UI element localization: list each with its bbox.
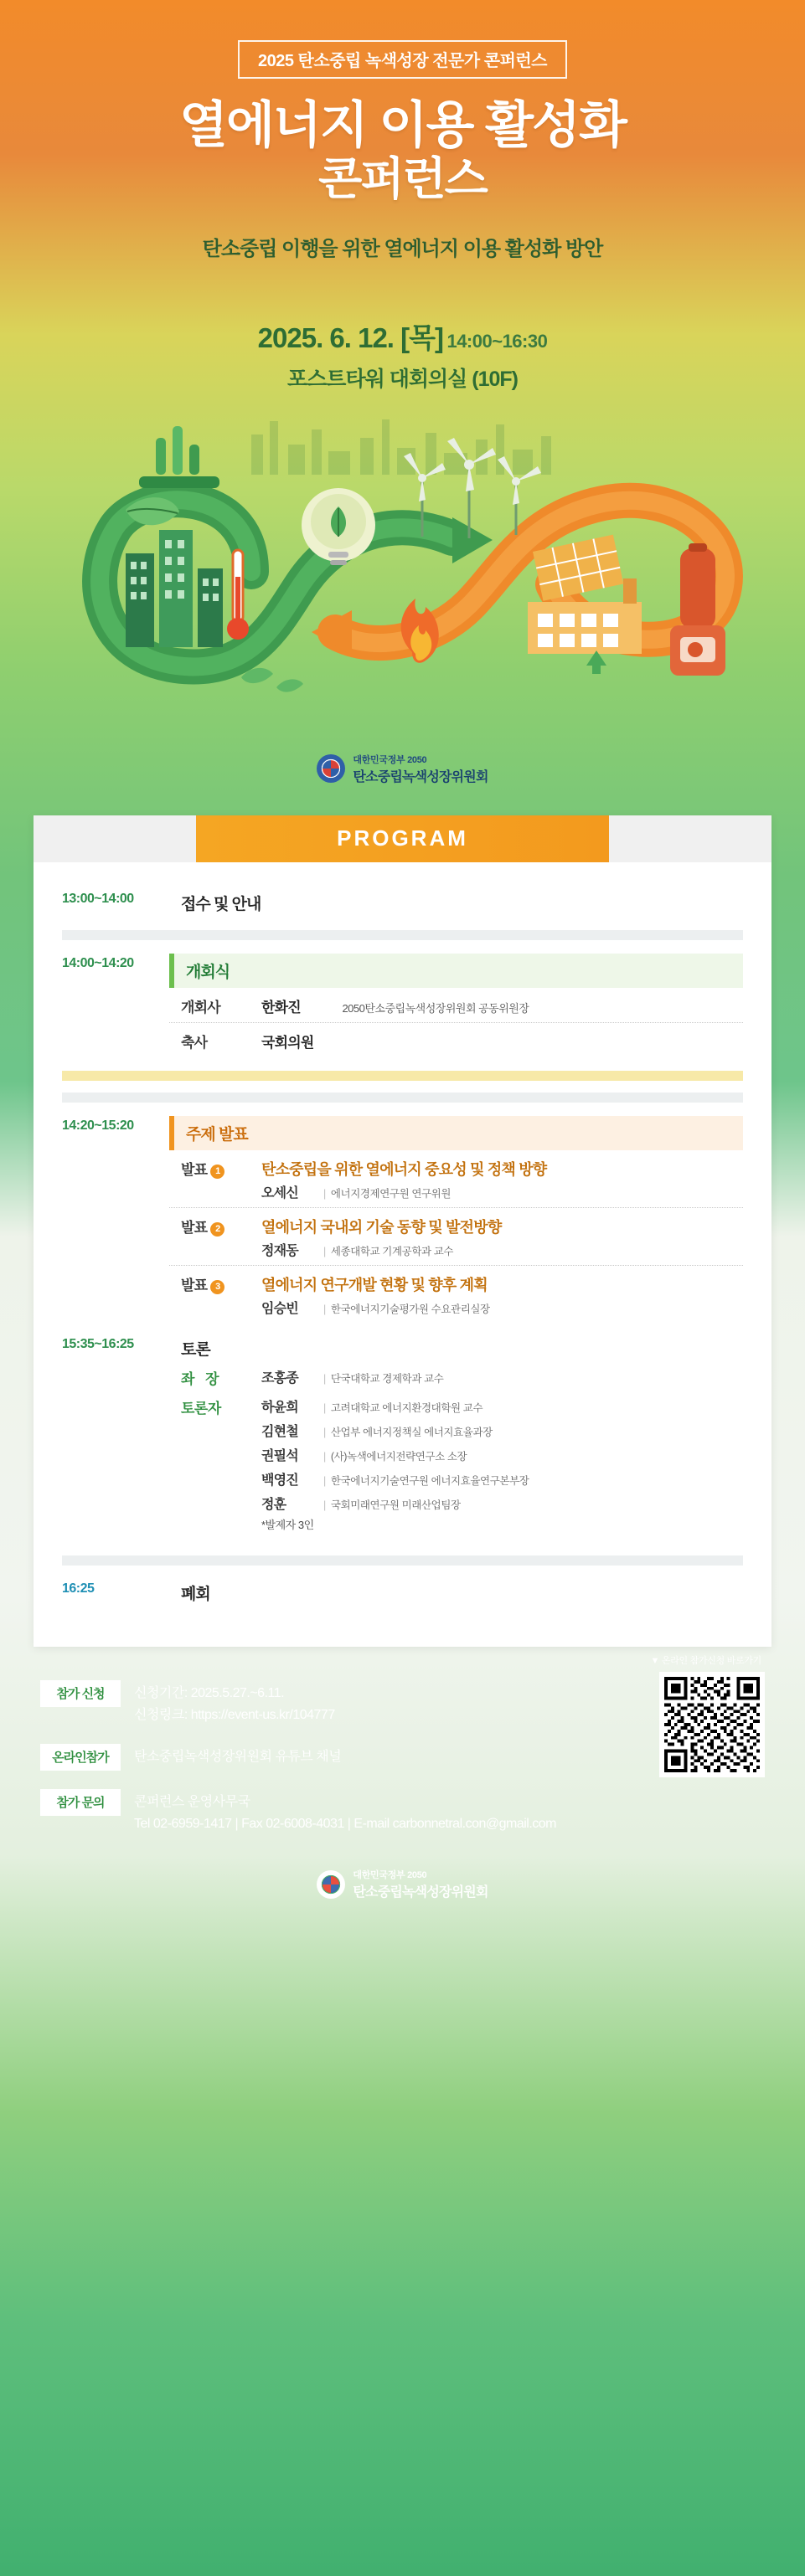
panelist-affiliation xyxy=(323,1448,467,1463)
program-item-topic: 탄소중립을 위한 열에너지 중요성 및 정책 방향 xyxy=(261,1160,547,1178)
divider-bar xyxy=(62,1555,743,1566)
affiliation-text: 에너지경제연구원 연구위원 xyxy=(330,1187,452,1200)
footer-emblem-text xyxy=(353,1868,488,1900)
event-datetime xyxy=(0,316,805,356)
program-row xyxy=(62,1114,743,1324)
program-section-title: 토론 xyxy=(181,1340,210,1359)
program-section-title: 주제 발표 xyxy=(169,1116,743,1150)
event-time: 14:00~16:30 xyxy=(446,330,548,352)
page-title: 열에너지 이용 활성화 xyxy=(179,97,626,153)
footer-row xyxy=(40,1680,618,1725)
program-item-label xyxy=(181,1273,261,1317)
panelist-name: 권필석 xyxy=(261,1448,298,1463)
program-row xyxy=(62,952,743,1059)
program-row-content xyxy=(169,954,743,1057)
panelists-list xyxy=(261,1396,743,1532)
footer-tag: 참가 문의 xyxy=(40,1789,121,1816)
footer-row xyxy=(40,1744,618,1771)
qr-note: ▼ 온라인 참가신청 바로가기 xyxy=(650,1655,761,1666)
page-subtitle: 콘퍼런스 xyxy=(318,154,487,205)
panelist-name: 백영진 xyxy=(261,1473,298,1488)
program-banner xyxy=(34,815,771,862)
program-item-speaker: 임승빈 xyxy=(261,1301,298,1316)
program-row-time: 13:00~14:00 xyxy=(62,891,134,906)
program-item-label xyxy=(181,1158,261,1201)
panelist-affiliation xyxy=(323,1400,482,1415)
footer-text xyxy=(134,1789,556,1834)
program-item xyxy=(169,1266,743,1323)
government-emblem xyxy=(0,753,805,785)
panel-chair-name: 조홍종 xyxy=(261,1370,298,1386)
panelist-item xyxy=(261,1469,743,1489)
program-item-speaker: 오세신 xyxy=(261,1185,298,1201)
illustration-svg xyxy=(0,404,805,748)
program-item-speaker-line xyxy=(261,1298,743,1317)
plant-icons xyxy=(241,668,303,692)
divider-bar xyxy=(62,930,743,940)
program-row-title: 폐회 xyxy=(181,1585,210,1603)
separator-bar: | xyxy=(323,1474,326,1487)
footer-government-emblem xyxy=(40,1868,765,1926)
program-item-body xyxy=(261,1216,743,1259)
separator-bar: | xyxy=(323,1450,326,1463)
program-row-content xyxy=(169,1334,743,1535)
event-kicker: 2025 탄소중립 녹색성장 전문가 콘퍼런스 xyxy=(238,40,567,79)
footer-text-line1: 탄소중립녹색성장위원회 유튜브 채널 xyxy=(134,1750,342,1765)
poster-footer xyxy=(0,1647,805,1926)
affiliation-text: 세종대학교 기계공학과 교수 xyxy=(330,1245,454,1257)
program-item xyxy=(169,1150,743,1208)
affiliation-text: 국회미래연구원 미래산업팀장 xyxy=(330,1499,461,1511)
panelist-affiliation xyxy=(323,1473,529,1488)
affiliation-text: 한국에너지기술연구원 에너지효율연구본부장 xyxy=(330,1474,529,1487)
footer-tag: 온라인참가 xyxy=(40,1744,121,1771)
program-item-topic: 열에너지 연구개발 현황 및 향후 계획 xyxy=(261,1276,488,1293)
program-body xyxy=(34,862,771,1608)
program-item-topic: 열에너지 국내외 기술 동향 및 발전방향 xyxy=(261,1218,502,1236)
separator-bar: | xyxy=(323,1401,326,1414)
panelist-item xyxy=(261,1445,743,1464)
program-item xyxy=(169,1208,743,1266)
program-item-speaker: 국회의원 xyxy=(261,1034,314,1051)
program-item-label-text: 발표 xyxy=(181,1161,208,1178)
emblem-line-top: 대한민국정부 2050 xyxy=(353,754,427,765)
panel-chair-affiliation xyxy=(323,1370,443,1386)
program-row-content xyxy=(169,889,743,917)
panelist-affiliation xyxy=(323,1497,461,1512)
program-item-number: 1 xyxy=(210,1165,224,1179)
program-item-label-text: 발표 xyxy=(181,1219,208,1236)
program-row-content xyxy=(169,1579,743,1607)
divider-bar-accent xyxy=(62,1071,743,1081)
program-item-label-text: 발표 xyxy=(181,1277,208,1293)
panelist-name: 김현철 xyxy=(261,1424,298,1439)
footer-text xyxy=(134,1744,341,1768)
affiliation-text: 한국에너지기술평가원 수요관리실장 xyxy=(330,1303,490,1315)
program-item-speaker-line xyxy=(261,1182,743,1201)
program-item-speaker: 한화진 xyxy=(261,999,301,1015)
panel-chair-role: 좌 장 xyxy=(181,1370,223,1387)
program-item-affiliation xyxy=(323,1243,453,1258)
affiliation-text: 산업부 에너지정책실 에너지효율과장 xyxy=(330,1426,493,1438)
panelist-name: 정훈 xyxy=(261,1497,286,1512)
separator-bar: | xyxy=(323,1245,326,1257)
footer-row xyxy=(40,1789,618,1834)
affiliation-text: (사)녹색에너지전략연구소 소장 xyxy=(330,1450,467,1463)
panelist-item xyxy=(261,1396,743,1416)
program-item xyxy=(169,1023,743,1057)
affiliation-text: 고려대학교 에너지환경대학원 교수 xyxy=(330,1401,483,1414)
panelists-role: 토론자 xyxy=(181,1400,221,1417)
program-item-label: 개회사 xyxy=(181,999,220,1015)
program-item-body xyxy=(261,995,743,1016)
emblem-text xyxy=(353,753,488,785)
event-date: 2025. 6. 12. [목] xyxy=(257,321,443,353)
panelist-name: 하윤희 xyxy=(261,1400,298,1415)
program-row xyxy=(62,887,743,918)
program-item-affiliation xyxy=(323,1185,451,1201)
infinity-illustration xyxy=(0,404,805,748)
emblem-line-main: 탄소중립녹색성장위원회 xyxy=(353,769,488,784)
panelist-item xyxy=(261,1494,743,1513)
program-row-content xyxy=(169,1116,743,1323)
footer-text-line2[interactable]: 신청링크: https://event-us.kr/104777 xyxy=(134,1707,335,1722)
program-item-body xyxy=(261,1031,743,1051)
program-item-speaker-line xyxy=(261,1240,743,1259)
program-row-time: 14:20~15:20 xyxy=(62,1118,134,1133)
program-section-title: 개회식 xyxy=(169,954,743,988)
program-row-title: 접수 및 안내 xyxy=(181,895,261,913)
emblem-line-top: 대한민국정부 2050 xyxy=(353,1870,427,1881)
separator-bar: | xyxy=(323,1499,326,1511)
event-tagline: 탄소중립 이행을 위한 열에너지 이용 활성화 방안 xyxy=(202,237,603,260)
panelist-item xyxy=(261,1421,743,1440)
taegeuk-icon xyxy=(317,1870,345,1899)
program-item-label xyxy=(181,1216,261,1259)
qr-code-svg xyxy=(664,1677,760,1772)
program-row xyxy=(62,1333,743,1537)
program-item-number: 2 xyxy=(210,1222,224,1237)
program-row-time: 15:35~16:25 xyxy=(62,1336,134,1351)
program-item-label: 축사 xyxy=(181,1034,208,1051)
panel-chair-person xyxy=(261,1367,743,1388)
taegeuk-icon xyxy=(317,754,345,783)
panel-note: *발제자 3인 xyxy=(261,1518,314,1531)
panelist-affiliation xyxy=(323,1424,493,1439)
footer-text-line1: 신청기간: 2025.5.27.~6.11. xyxy=(134,1685,285,1700)
qr-code[interactable] xyxy=(659,1672,765,1777)
program-card xyxy=(34,815,771,1647)
program-row xyxy=(62,1577,743,1608)
separator-bar: | xyxy=(323,1372,326,1385)
footer-text xyxy=(134,1680,335,1725)
footer-tag: 참가 신청 xyxy=(40,1680,121,1707)
footer-info xyxy=(40,1680,618,1834)
program-item-body xyxy=(261,1158,743,1201)
affiliation-text: 단국대학교 경제학과 교수 xyxy=(330,1372,444,1385)
separator-bar: | xyxy=(323,1187,326,1200)
program-item xyxy=(169,988,743,1023)
emblem-line-main: 탄소중립녹색성장위원회 xyxy=(353,1885,488,1900)
footer-text-line1: 콘퍼런스 운영사무국 xyxy=(134,1795,250,1810)
program-item-affiliation: 2050탄소중립녹색성장위원회 공동위원장 xyxy=(342,1001,529,1015)
separator-bar: | xyxy=(323,1303,326,1315)
panel-chair-row xyxy=(169,1362,743,1391)
panelists-row xyxy=(169,1391,743,1535)
poster-header xyxy=(0,0,805,393)
program-item-speaker: 정재동 xyxy=(261,1243,298,1258)
program-row-time: 14:00~14:20 xyxy=(62,955,134,970)
footer-text-line2: Tel 02-6959-1417 | Fax 02-6008-4031 | E-mail carbonnetral.con@gmail.com xyxy=(134,1816,557,1831)
event-venue: 포스트타워 대회의실 (10F) xyxy=(287,367,518,391)
program-item-number: 3 xyxy=(210,1280,224,1294)
separator-bar: | xyxy=(323,1426,326,1438)
program-item-affiliation xyxy=(323,1301,490,1316)
divider-bar xyxy=(62,1093,743,1103)
program-row-time: 16:25 xyxy=(62,1581,95,1596)
program-item-body xyxy=(261,1273,743,1317)
program-item-speaker-line xyxy=(261,1367,743,1386)
program-banner-label: PROGRAM xyxy=(337,825,468,851)
